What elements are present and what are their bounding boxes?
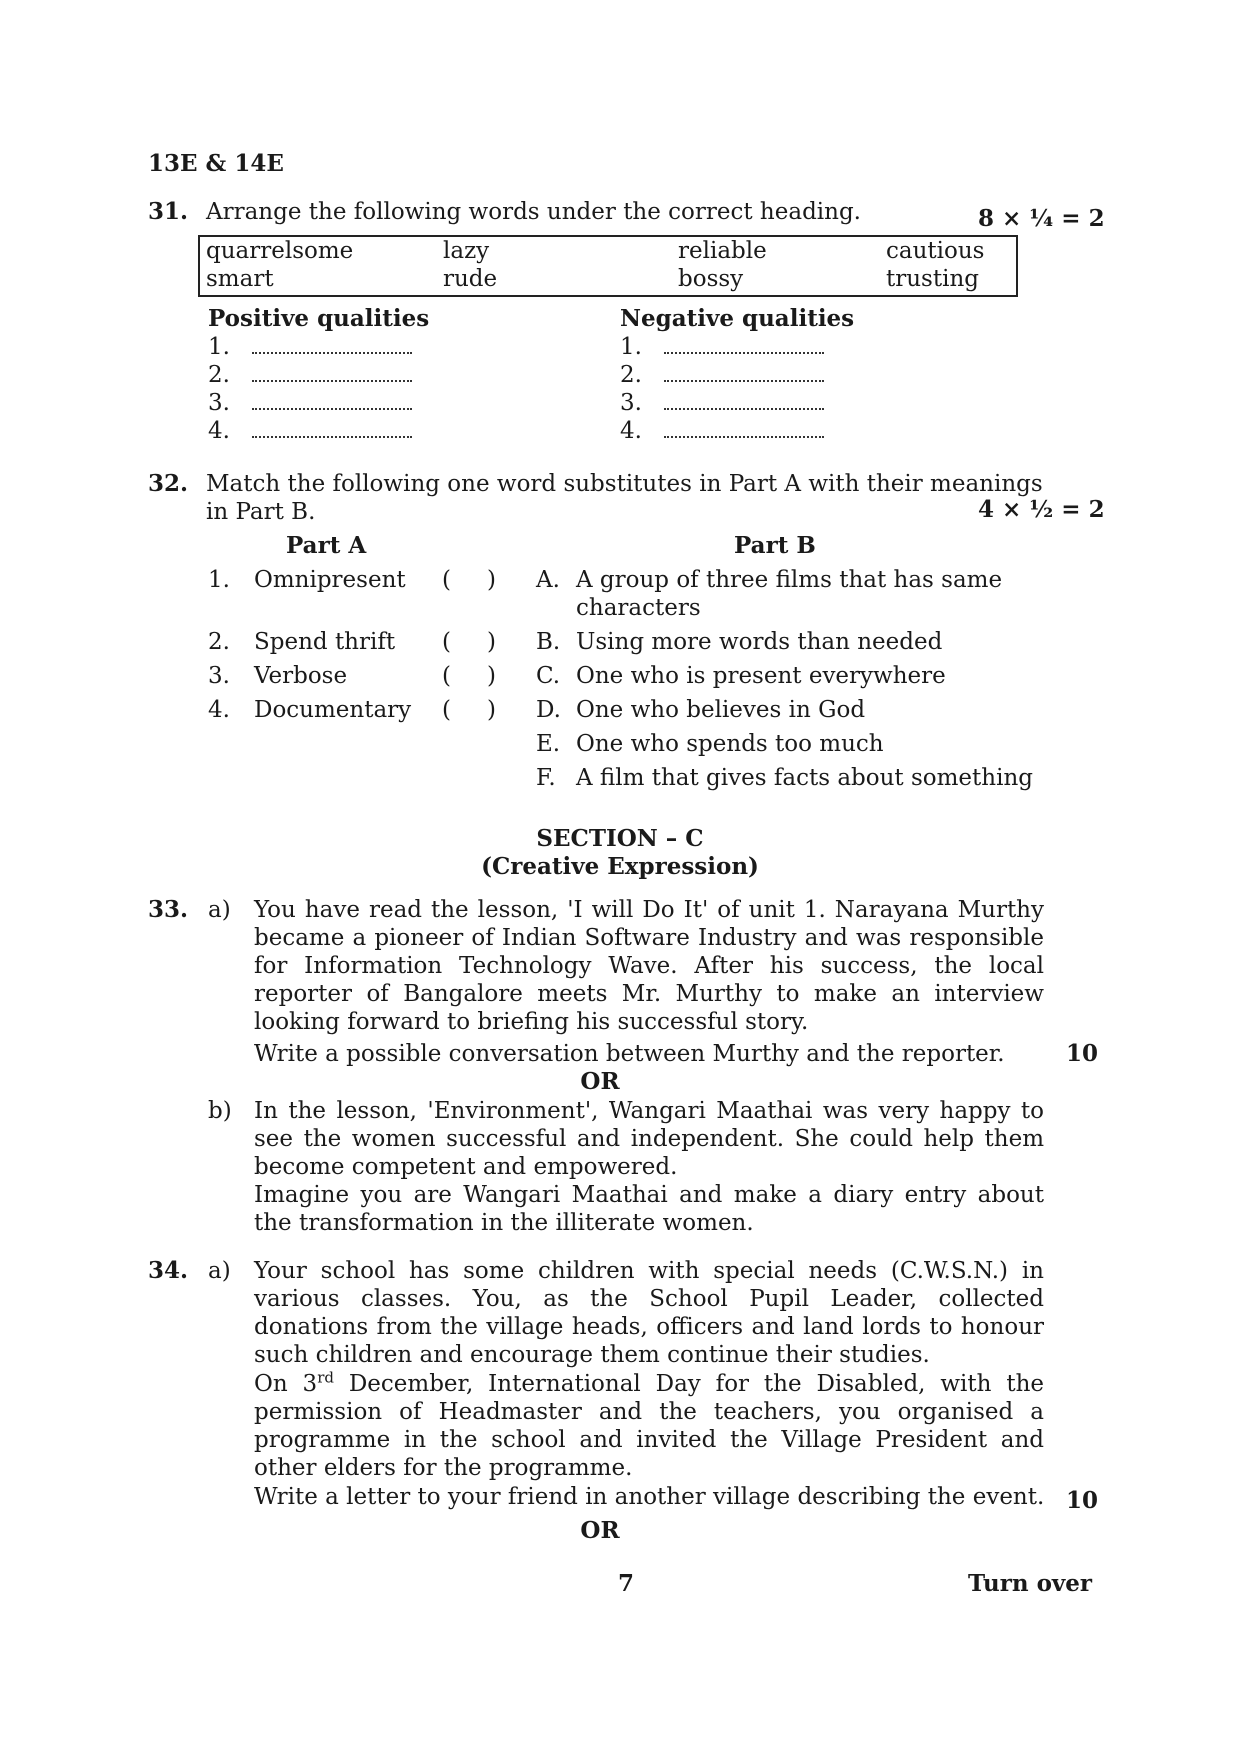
section-subtitle: (Creative Expression) [481,853,759,880]
answer-bracket-3[interactable]: ( ) [442,663,496,689]
q32-text-line2: in Part B. [206,499,316,525]
part-a-heading: Part A [286,532,367,559]
word: trusting [886,266,979,292]
q33-or: OR [580,1068,620,1095]
word: smart [206,266,274,292]
section-title: SECTION – C [536,825,704,852]
answer-bracket-1[interactable]: ( ) [442,567,496,593]
part-a-word: Documentary [254,697,412,723]
page-number: 7 [618,1570,635,1597]
q33-a-paragraph: You have read the lesson, 'I will Do It' of unit 1. Narayana Murthy became a pioneer of Indian Software Industry and was responsible for Information Technology Wave. After his success, the local reporter of Bangalore meets Mr. Murthy to make an interview looking forward to briefing his successful story. [254,897,1044,1035]
part-a-num: 4. [208,697,230,723]
part-b-letter: A. [536,567,560,593]
part-b-letter: C. [536,663,561,689]
word: lazy [443,238,490,264]
part-b-meaning: characters [576,595,701,621]
positive-heading: Positive qualities [208,305,430,332]
part-b-letter: E. [536,731,561,757]
word: rude [443,266,498,292]
positive-blank-2: 2. [208,361,412,389]
q34-a-task: Write a letter to your friend in another village describing the event. [254,1484,1045,1510]
part-a-num: 3. [208,663,230,689]
positive-blank-4: 4. [208,417,412,445]
part-b-meaning: One who is present everywhere [576,663,946,689]
part-a-word: Omnipresent [254,567,406,593]
part-a-num: 2. [208,629,230,655]
part-b-meaning: A film that gives facts about something [576,765,1033,791]
q34-or: OR [580,1517,620,1544]
q33-number: 33. [148,896,189,923]
positive-blank-1: 1. [208,333,412,361]
part-a-num: 1. [208,567,230,593]
word: cautious [886,238,985,264]
q34-marks: 10 [1066,1487,1099,1514]
q34-a-label: a) [208,1258,231,1284]
part-b-letter: D. [536,697,561,723]
part-b-meaning: Using more words than needed [576,629,943,655]
q32-number: 32. [148,470,189,497]
word: bossy [678,266,744,292]
q33-b-label: b) [208,1098,232,1124]
part-b-meaning: One who spends too much [576,731,884,757]
q32-text-line1: Match the following one word substitutes in Part A with their meanings [206,471,1043,497]
part-a-word: Spend thrift [254,629,396,655]
q31-number: 31. [148,198,189,225]
q33-b-paragraph: In the lesson, 'Environment', Wangari Maathai was very happy to see the women successful and independent. She could help them become competent and empowered. [254,1098,1044,1180]
q33-marks: 10 [1066,1040,1099,1067]
q33-a-task: Write a possible conversation between Murthy and the reporter. [254,1041,1005,1067]
q34-number: 34. [148,1257,189,1284]
q31-marks: 8 × ¼ = 2 [978,205,1105,232]
negative-blank-2: 2. [620,361,824,389]
q33-a-label: a) [208,897,231,923]
part-b-meaning: A group of three films that has same [576,567,1003,593]
negative-heading: Negative qualities [620,305,855,332]
negative-blank-1: 1. [620,333,824,361]
turn-over: Turn over [968,1570,1093,1597]
q34-a-paragraph-2: On 3rd December, International Day for the Disabled, with the permission of Headmaster and the teachers, you organised a programme in the school and invited the Village President and other elders for the programme. [254,1368,1044,1481]
negative-blank-4: 4. [620,417,824,445]
positive-blank-3: 3. [208,389,412,417]
word: quarrelsome [206,238,354,264]
answer-bracket-4[interactable]: ( ) [442,697,496,723]
word: reliable [678,238,767,264]
negative-blank-3: 3. [620,389,824,417]
q34-a-paragraph: Your school has some children with special needs (C.W.S.N.) in various classes. You, as the School Pupil Leader, collected donations from the village heads, officers and land lords to honour such children and encourage them continue their studies. [254,1258,1044,1368]
part-b-heading: Part B [734,532,816,559]
q32-marks: 4 × ½ = 2 [978,496,1105,523]
q33-b-task: Imagine you are Wangari Maathai and make a diary entry about the transformation in the illiterate women. [254,1182,1044,1236]
part-b-letter: B. [536,629,561,655]
part-a-word: Verbose [254,663,348,689]
part-b-letter: F. [536,765,556,791]
q31-text: Arrange the following words under the correct heading. [206,199,861,225]
part-b-meaning: One who believes in God [576,697,866,723]
paper-code: 13E & 14E [148,150,284,177]
answer-bracket-2[interactable]: ( ) [442,629,496,655]
